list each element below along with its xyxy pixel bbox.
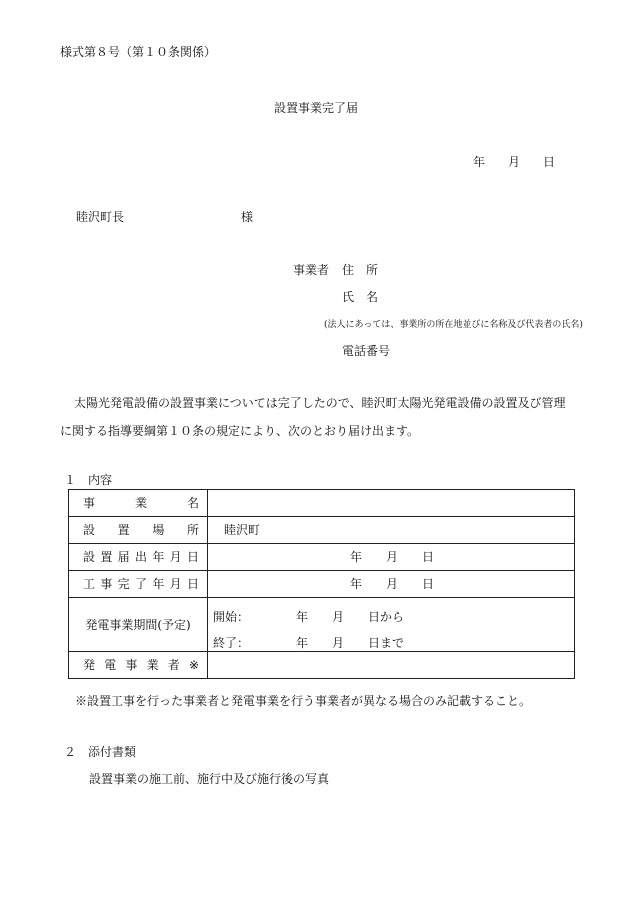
location-field[interactable] (208, 517, 575, 544)
label-char: 届 (117, 550, 130, 564)
address-label: 住 所 (342, 263, 379, 277)
label-char: 事 (125, 658, 138, 672)
label-char: 年 (152, 577, 165, 591)
label-char: 日 (186, 577, 199, 591)
table-note: ※設置工事を行った事業者と発電事業を行う事業者が異なる場合のみ記載すること。 (75, 694, 532, 708)
label-char: 置 (100, 550, 113, 564)
location-label (69, 517, 208, 544)
label-char: 業 (146, 658, 159, 672)
project-name-label (69, 490, 208, 517)
generator-field[interactable] (208, 652, 575, 679)
label-char: 電 (104, 658, 117, 672)
label-char: ※ (188, 658, 199, 672)
date-month: 月 (508, 155, 521, 169)
attachment-item: 設置事業の施工前、施行中及び施行後の写真 (89, 772, 330, 786)
label-char: 事 (100, 577, 113, 591)
period-start-suffix: 日から (368, 610, 405, 624)
completion-year: 年 (350, 577, 363, 591)
label-char: 名 (186, 496, 199, 510)
table-row (69, 544, 575, 571)
label-char: 月 (169, 577, 182, 591)
label-char: 了 (134, 577, 147, 591)
label-char: 所 (186, 523, 199, 537)
table-row (69, 517, 575, 544)
label-char: 置 (117, 523, 130, 537)
label-char: 月 (169, 550, 182, 564)
table-row (69, 490, 575, 517)
form-number: 様式第８号（第１０条関係） (60, 45, 217, 59)
distributed-label (69, 658, 207, 672)
table-row (69, 571, 575, 598)
generator-label (69, 652, 208, 679)
corporate-note: (法人にあっては、事業所の所在地並びに名称及び代表者の氏名) (324, 320, 583, 330)
period-start-month: 月 (332, 610, 345, 624)
section1-heading: １ 内容 (64, 473, 113, 487)
label-char: 業 (134, 496, 147, 510)
period-end-year: 年 (296, 636, 309, 650)
content-table (68, 489, 575, 679)
label-char: 設 (83, 523, 96, 537)
filing-month: 月 (386, 550, 399, 564)
date-day: 日 (543, 155, 556, 169)
distributed-label (69, 577, 207, 591)
generation-period-field[interactable] (208, 598, 575, 652)
addressee-name: 睦沢町長 (76, 210, 125, 224)
document-title: 設置事業完了届 (274, 101, 359, 115)
period-end-suffix: 日まで (368, 636, 405, 650)
location-value: 睦沢町 (224, 523, 261, 537)
filing-date-label (69, 544, 208, 571)
label-char: 者 (167, 658, 180, 672)
completion-month: 月 (386, 577, 399, 591)
distributed-label (69, 496, 207, 510)
filing-date-field[interactable] (208, 544, 575, 571)
applicant-role: 事業者 (293, 263, 330, 277)
completion-date-field[interactable] (208, 571, 575, 598)
label-char: 設 (83, 550, 96, 564)
phone-label: 電話番号 (342, 344, 391, 358)
period-start-year: 年 (296, 610, 309, 624)
completion-date-label (69, 571, 208, 598)
label-char: 出 (134, 550, 147, 564)
body-line-2: に関する指導要綱第１０条の規定により、次のとおり届け出ます。 (60, 424, 420, 438)
section2-heading: ２ 添付書類 (64, 745, 137, 759)
label-char: 場 (152, 523, 165, 537)
label-char: 年 (152, 550, 165, 564)
label-char: 事 (83, 496, 96, 510)
date-year: 年 (473, 155, 486, 169)
label-char: 日 (186, 550, 199, 564)
table-row (69, 598, 575, 652)
completion-day: 日 (422, 577, 435, 591)
label-char: 工 (83, 577, 96, 591)
name-label: 氏 名 (342, 290, 379, 304)
period-end-month: 月 (332, 636, 345, 650)
label-char: 完 (117, 577, 130, 591)
filing-year: 年 (350, 550, 363, 564)
filing-day: 日 (422, 550, 435, 564)
period-start-label: 開始： (213, 610, 250, 624)
addressee-honorific: 様 (241, 210, 254, 224)
project-name-field[interactable] (208, 490, 575, 517)
body-line-1: 太陽光発電設備の設置事業については完了したので、睦沢町太陽光発電設備の設置及び管理 (74, 396, 566, 410)
generation-period-label: 発電事業期間(予定) (69, 598, 208, 652)
distributed-label (69, 550, 207, 564)
label-char: 発 (83, 658, 96, 672)
distributed-label (69, 523, 207, 537)
period-end-label: 終了： (213, 636, 250, 650)
table-row (69, 652, 575, 679)
